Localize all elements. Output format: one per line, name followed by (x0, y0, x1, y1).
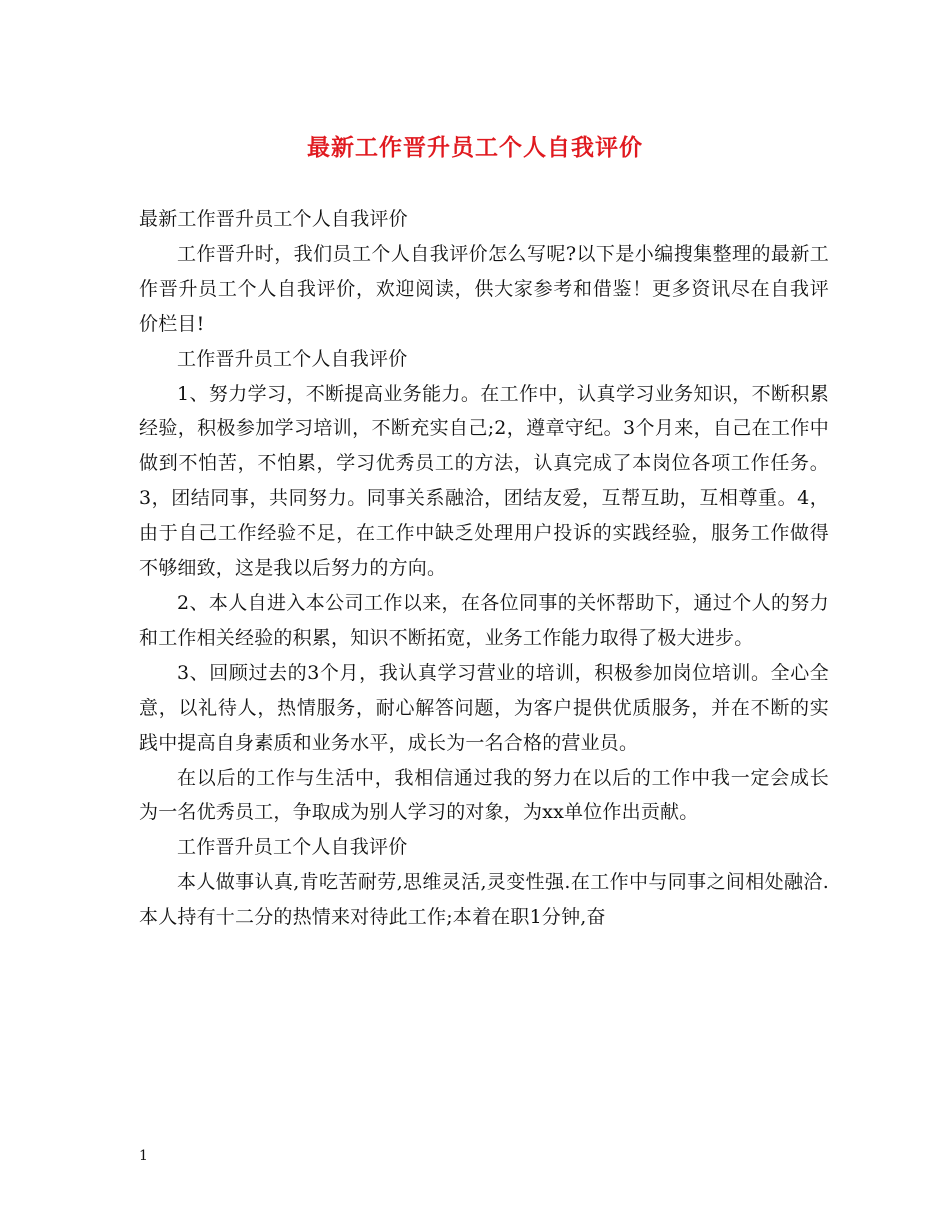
paragraph: 2、本人自进入本公司工作以来，在各位同事的关怀帮助下，通过个人的努力和工作相关经验的积累，知识不断拓宽，业务工作能力取得了极大进步。 (139, 591, 829, 649)
page-number: 1 (139, 1148, 148, 1164)
paragraph: 在以后的工作与生活中，我相信通过我的努力在以后的工作中我一定会成长为一名优秀员工，争取成为别人学习的对象，为xx单位作出贡献。 (139, 766, 829, 824)
paragraph: 1、努力学习，不断提高业务能力。在工作中，认真学习业务知识，不断积累经验，积极参加学习培训，不断充实自己;2，遵章守纪。3个月来，自己在工作中做到不怕苦，不怕累，学习优秀员工的方法，认真完成了本岗位各项工作任务。3，团结同事，共同努力。同事关系融洽，团结友爱，互帮互助，互相尊重。4，由于自己工作经验不足，在工作中缺乏处理用户投诉的实践经验，服务工作做得不够细致，这是我以后努力的方向。 (139, 382, 829, 580)
paragraph: 工作晋升员工个人自我评价 (177, 347, 408, 370)
paragraph: 最新工作晋升员工个人自我评价 (139, 208, 408, 230)
paragraph: 工作晋升时，我们员工个人自我评价怎么写呢?以下是小编搜集整理的最新工作晋升员工个人自我评价，欢迎阅读，供大家参考和借鉴！更多资讯尽在自我评价栏目! (139, 242, 829, 335)
paragraph: 工作晋升员工个人自我评价 (177, 836, 408, 859)
paragraph: 本人做事认真,肯吃苦耐劳,思维灵活,灵变性强.在工作中与同事之间相处融洽.本人持有十二分的热情来对待此工作;本着在职1分钟,奋 (139, 871, 829, 929)
document-body (139, 202, 829, 935)
document-title: 最新工作晋升员工个人自我评价 (307, 134, 643, 161)
paragraph: 3、回顾过去的3个月，我认真学习营业的培训，积极参加岗位培训。全心全意，以礼待人，热情服务，耐心解答问题，为客户提供优质服务，并在不断的实践中提高自身素质和业务水平，成长为一名合格的营业员。 (139, 661, 829, 754)
